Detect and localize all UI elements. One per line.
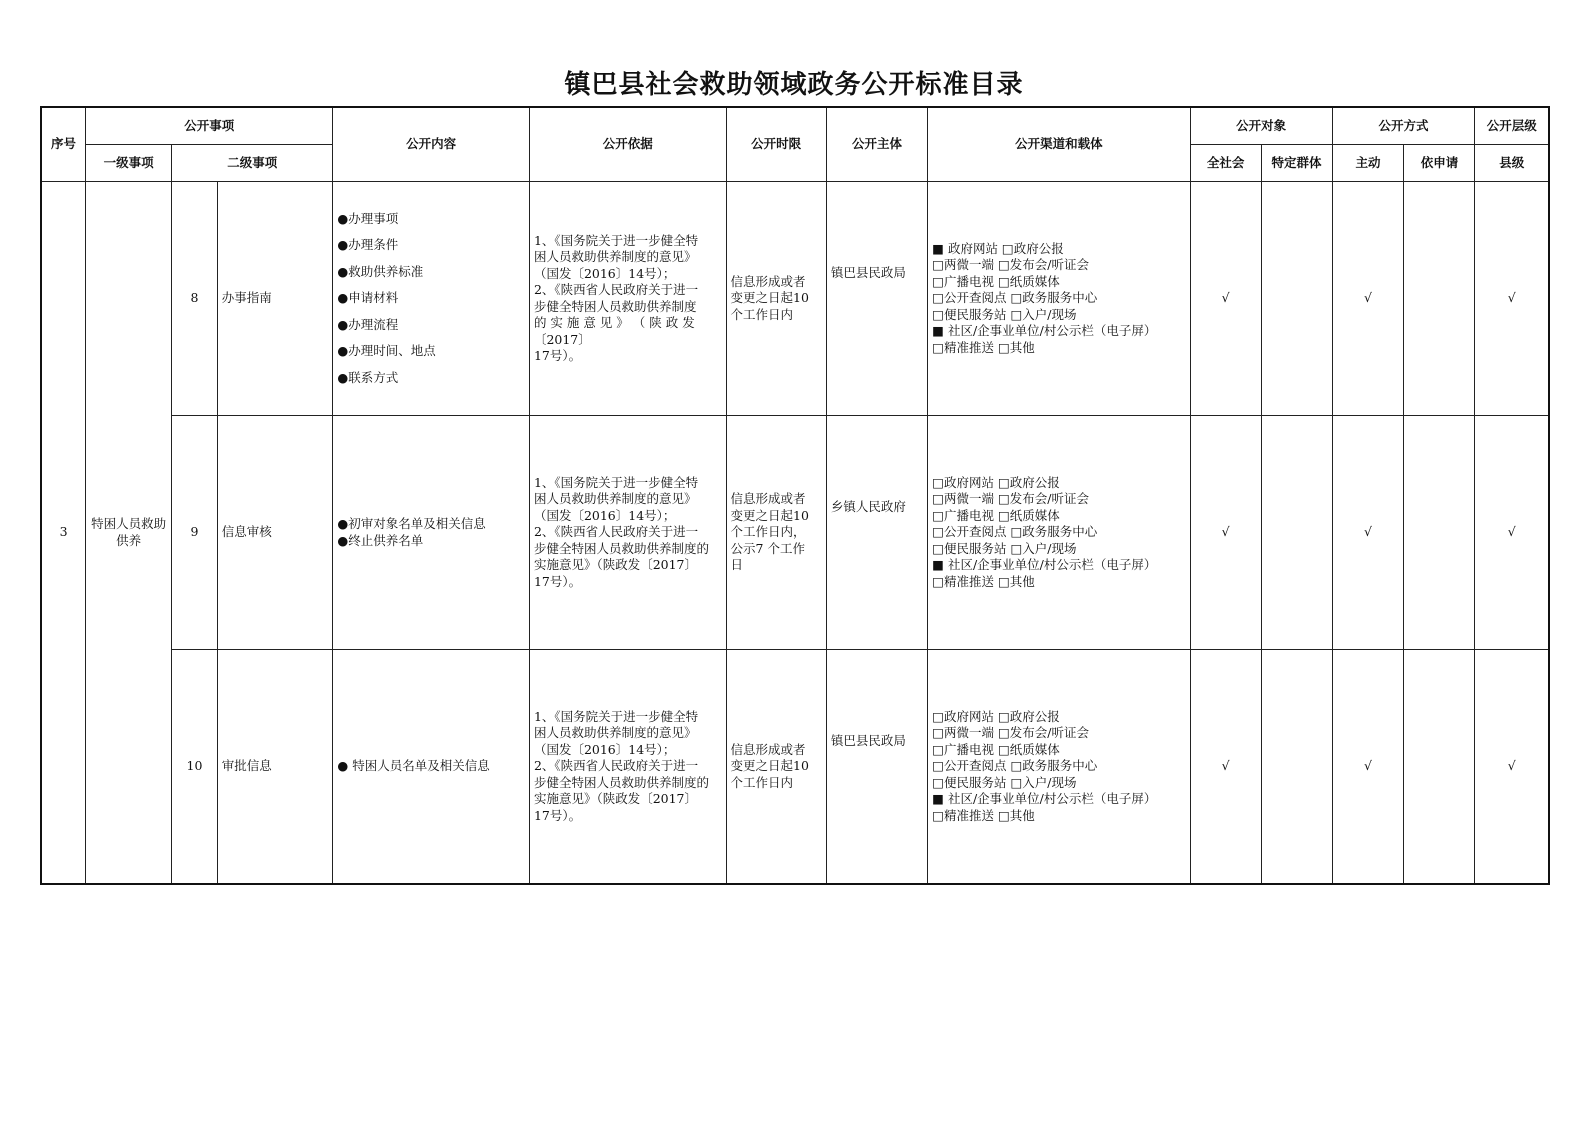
row-number: 10 — [172, 650, 218, 885]
header-target: 公开对象 — [1190, 107, 1332, 145]
content-item: ●办理流程 — [337, 316, 399, 332]
content-item: ●初审对象名单及相关信息 — [337, 516, 486, 531]
channel-line: □公开查阅点 □政务服务中心 — [932, 524, 1098, 540]
subject-text: 镇巴县民政局 — [830, 264, 906, 280]
method-apply-check — [1404, 650, 1475, 885]
channel-line: ■ 政府网站 □政府公报 — [932, 240, 1064, 256]
time-limit-line: 变更之日起10 — [730, 507, 809, 523]
content-item: ●申请材料 — [337, 290, 399, 306]
basis-line: （国发〔2016〕14号）； — [533, 265, 676, 281]
basis-line: 1、《国务院关于进一步健全特 — [533, 232, 699, 248]
channel-line: □政府网站 □政府公报 — [932, 708, 1060, 724]
level2-cell: 办事指南 — [217, 182, 333, 416]
basis-line: 17号）。 — [533, 348, 582, 363]
subject-cell — [826, 416, 927, 650]
content-item: ●办理条件 — [337, 237, 399, 253]
basis-line: 1、《国务院关于进一步健全特 — [533, 708, 699, 724]
level1-cell: 特困人员救助供养 — [86, 182, 172, 885]
basis-line: 步健全特困人员救助供养制度的 — [533, 540, 709, 556]
target-specific-check — [1261, 650, 1332, 885]
target-specific-check — [1261, 182, 1332, 416]
time-limit-line: 个工作日内 — [730, 306, 794, 322]
method-apply-check — [1404, 182, 1475, 416]
header-method-apply: 依申请 — [1404, 145, 1475, 182]
catalog-table — [40, 106, 1550, 885]
level2-cell: 审批信息 — [217, 650, 333, 885]
time-limit-line: 信息形成或者 — [730, 491, 806, 507]
time-limit-line: 变更之日起10 — [730, 758, 809, 774]
header-channel: 公开渠道和载体 — [928, 107, 1190, 182]
subject-text: 镇巴县民政局 — [830, 732, 906, 748]
channel-line: □广播电视 □纸质媒体 — [932, 507, 1060, 523]
header-matter: 公开事项 — [86, 107, 333, 145]
channel-cell — [928, 182, 1190, 416]
target-specific-check — [1261, 416, 1332, 650]
time-limit-line: 日 — [730, 557, 744, 573]
content-cell — [333, 650, 530, 885]
channel-line: □便民服务站 □入户/现场 — [932, 306, 1077, 322]
header-level: 公开层级 — [1475, 107, 1549, 145]
content-item: ●办理事项 — [337, 210, 399, 226]
time-limit-line: 信息形成或者 — [730, 273, 806, 289]
content-item: ● 特困人员名单及相关信息 — [337, 758, 490, 774]
time-limit-line: 信息形成或者 — [730, 741, 806, 757]
header-basis: 公开依据 — [529, 107, 726, 182]
row-number: 9 — [172, 416, 218, 650]
basis-line: 困人员救助供养制度的意见》 — [533, 249, 697, 264]
table-row — [41, 416, 1549, 650]
time-limit-line: 公示7 个工作 — [730, 540, 805, 556]
basis-line: 困人员救助供养制度的意见》 — [533, 491, 697, 507]
basis-line: 实施意见》（陕政发〔2017〕 — [533, 557, 697, 573]
time-limit-line: 变更之日起10 — [730, 290, 809, 306]
header-method: 公开方式 — [1332, 107, 1475, 145]
time-limit-line: 个工作日内， — [730, 524, 806, 540]
time-limit-cell — [726, 416, 826, 650]
channel-line: □广播电视 □纸质媒体 — [932, 273, 1060, 289]
subject-text: 乡镇人民政府 — [830, 498, 906, 514]
channel-cell — [928, 650, 1190, 885]
header-method-active: 主动 — [1332, 145, 1404, 182]
channel-line: □公开查阅点 □政务服务中心 — [932, 758, 1098, 774]
channel-cell — [928, 416, 1190, 650]
method-active-check: √ — [1332, 182, 1404, 416]
time-limit-cell — [726, 182, 826, 416]
channel-line: □公开查阅点 □政务服务中心 — [932, 290, 1098, 306]
method-active-check: √ — [1332, 416, 1404, 650]
basis-line: 困人员救助供养制度的意见》 — [533, 725, 697, 741]
basis-line: 2、《陕西省人民政府关于进一 — [533, 282, 699, 297]
channel-line: □便民服务站 □入户/现场 — [932, 540, 1077, 556]
channel-line: □精准推送 □其他 — [932, 573, 1035, 589]
channel-line: □精准推送 □其他 — [932, 807, 1035, 823]
target-all-check: √ — [1190, 182, 1261, 416]
header-target-specific: 特定群体 — [1261, 145, 1332, 182]
content-item: ●终止供养名单 — [337, 532, 424, 548]
level-county-check: √ — [1475, 650, 1549, 885]
basis-line: 步健全特困人员救助供养制度的 — [533, 774, 709, 790]
basis-line: （国发〔2016〕14号）； — [533, 507, 676, 523]
channel-line: □广播电视 □纸质媒体 — [932, 741, 1060, 757]
basis-cell — [529, 650, 726, 885]
basis-line: 2、《陕西省人民政府关于进一 — [533, 758, 699, 774]
page-title: 镇巴县社会救助领域政务公开标准目录 — [564, 70, 1024, 100]
content-cell — [333, 416, 530, 650]
header-level-county: 县级 — [1475, 145, 1549, 182]
subject-cell — [826, 650, 927, 885]
channel-line: ■ 社区/企事业单位/村公示栏（电子屏） — [932, 323, 1157, 339]
channel-line: □两微一端 □发布会/听证会 — [932, 257, 1089, 273]
method-active-check: √ — [1332, 650, 1404, 885]
header-time-limit: 公开时限 — [726, 107, 826, 182]
basis-cell — [529, 416, 726, 650]
basis-line: 1、《国务院关于进一步健全特 — [533, 474, 699, 490]
method-apply-check — [1404, 416, 1475, 650]
header-level2: 二级事项 — [172, 145, 333, 182]
target-all-check: √ — [1190, 650, 1261, 885]
channel-line: □政府网站 □政府公报 — [932, 474, 1060, 490]
header-target-all: 全社会 — [1190, 145, 1261, 182]
basis-line: 步健全特困人员救助供养制度 — [533, 298, 697, 314]
basis-line: 17号）。 — [533, 807, 582, 823]
content-item: ●救助供养标准 — [337, 263, 424, 279]
header-level1: 一级事项 — [86, 145, 172, 182]
target-all-check: √ — [1190, 416, 1261, 650]
channel-line: □精准推送 □其他 — [932, 339, 1035, 355]
channel-line: □两微一端 □发布会/听证会 — [932, 725, 1089, 741]
basis-line: 实施意见》（陕政发〔2017〕 — [533, 791, 697, 807]
channel-line: ■ 社区/企事业单位/村公示栏（电子屏） — [932, 557, 1157, 573]
header-seq: 序号 — [41, 107, 86, 182]
table-row — [41, 650, 1549, 885]
level2-cell: 信息审核 — [217, 416, 333, 650]
basis-line: 2、《陕西省人民政府关于进一 — [533, 524, 699, 540]
content-item: ●办理时间、地点 — [337, 343, 436, 359]
seq-cell: 3 — [41, 182, 86, 885]
basis-line: 〔2017〕 — [533, 331, 591, 347]
table-row — [41, 182, 1549, 416]
level-county-check: √ — [1475, 182, 1549, 416]
row-number: 8 — [172, 182, 218, 416]
basis-line: 的 实 施 意 见 》 （ 陕 政 发 — [533, 315, 695, 330]
basis-line: （国发〔2016〕14号）； — [533, 741, 676, 757]
header-subject: 公开主体 — [826, 107, 927, 182]
subject-cell — [826, 182, 927, 416]
content-cell — [333, 182, 530, 416]
time-limit-cell — [726, 650, 826, 885]
channel-line: ■ 社区/企事业单位/村公示栏（电子屏） — [932, 791, 1157, 807]
channel-line: □两微一端 □发布会/听证会 — [932, 491, 1089, 507]
channel-line: □便民服务站 □入户/现场 — [932, 774, 1077, 790]
basis-line: 17号）。 — [533, 573, 582, 589]
level-county-check: √ — [1475, 416, 1549, 650]
basis-cell — [529, 182, 726, 416]
header-content: 公开内容 — [333, 107, 530, 182]
content-item: ●联系方式 — [337, 369, 399, 385]
time-limit-line: 个工作日内 — [730, 774, 794, 790]
